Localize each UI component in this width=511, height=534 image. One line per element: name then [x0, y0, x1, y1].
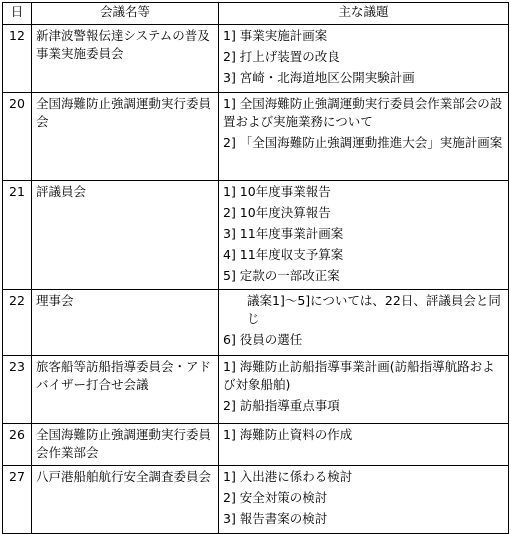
- header-day: 日: [3, 3, 32, 25]
- row-agenda: [219, 290, 509, 356]
- agenda-item: 2] 訪船指導重点事項: [223, 398, 340, 413]
- row-day: 21: [3, 181, 32, 290]
- row-day: 22: [3, 290, 32, 356]
- table-row: [3, 466, 509, 534]
- table-header-row: [3, 3, 509, 25]
- agenda-item: 2] 「全国海難防止強調運動推進大会」実施計画案: [223, 135, 503, 150]
- header-meeting-name: 会議名等: [32, 3, 219, 25]
- agenda-item: 2] 10年度決算報告: [223, 205, 331, 220]
- table-row: [3, 93, 509, 181]
- row-agenda: [219, 93, 509, 181]
- meeting-schedule-table: [2, 2, 509, 534]
- row-meeting-name: 八戸港船舶航行安全調査委員会: [32, 466, 219, 534]
- row-meeting-name: 新津波警報伝達システムの普及事業実施委員会: [32, 25, 219, 93]
- row-meeting-name: 旅客船等訪船指導委員会・アドバイザー打合せ会議: [32, 356, 219, 424]
- row-meeting-name: 全国海難防止強調運動実行委員会: [32, 93, 219, 181]
- agenda-item: 5] 定款の一部改正案: [223, 268, 340, 283]
- row-agenda: [219, 25, 509, 93]
- table-row: [3, 424, 509, 466]
- table-row: [3, 25, 509, 93]
- agenda-item: 1] 事業実施計画案: [223, 28, 328, 43]
- agenda-item: 2] 安全対策の検討: [223, 490, 328, 505]
- agenda-item: 2] 打上げ装置の改良: [223, 49, 340, 64]
- row-day: 12: [3, 25, 32, 93]
- row-meeting-name: 評議員会: [32, 181, 219, 290]
- row-day: 23: [3, 356, 32, 424]
- row-day: 26: [3, 424, 32, 466]
- agenda-item: 3] 宮崎・北海道地区公開実験計画: [223, 70, 415, 85]
- row-day: 27: [3, 466, 32, 534]
- table-row: [3, 181, 509, 290]
- agenda-item: 1] 海難防止資料の作成: [223, 427, 353, 442]
- agenda-item: 1] 全国海難防止強調運動実行委員会作業部会の設置および実施業務について: [223, 96, 503, 129]
- agenda-item: 6] 役員の選任: [223, 332, 303, 347]
- row-agenda: [219, 356, 509, 424]
- row-meeting-name: 理事会: [32, 290, 219, 356]
- row-day: 20: [3, 93, 32, 181]
- agenda-item: 3] 報告書案の検討: [223, 511, 328, 526]
- agenda-item: 1] 入出港に係わる検討: [223, 469, 353, 484]
- row-agenda: [219, 181, 509, 290]
- row-meeting-name: 全国海難防止強調運動実行委員会作業部会: [32, 424, 219, 466]
- agenda-item: 3] 11年度事業計画案: [223, 226, 344, 241]
- agenda-item: 1] 海難防止訪船指導事業計画(訪船指導航路および対象船舶): [223, 359, 495, 392]
- agenda-item: 1] 10年度事業報告: [223, 184, 331, 199]
- row-agenda: [219, 466, 509, 534]
- table-row: [3, 356, 509, 424]
- header-main-agenda: 主な議題: [219, 3, 509, 25]
- table-row: [3, 290, 509, 356]
- row-agenda: [219, 424, 509, 466]
- agenda-note: 議案1]～5]については、22日、評議員会と同じ: [247, 293, 501, 326]
- agenda-item: 4] 11年度収支予算案: [223, 247, 344, 262]
